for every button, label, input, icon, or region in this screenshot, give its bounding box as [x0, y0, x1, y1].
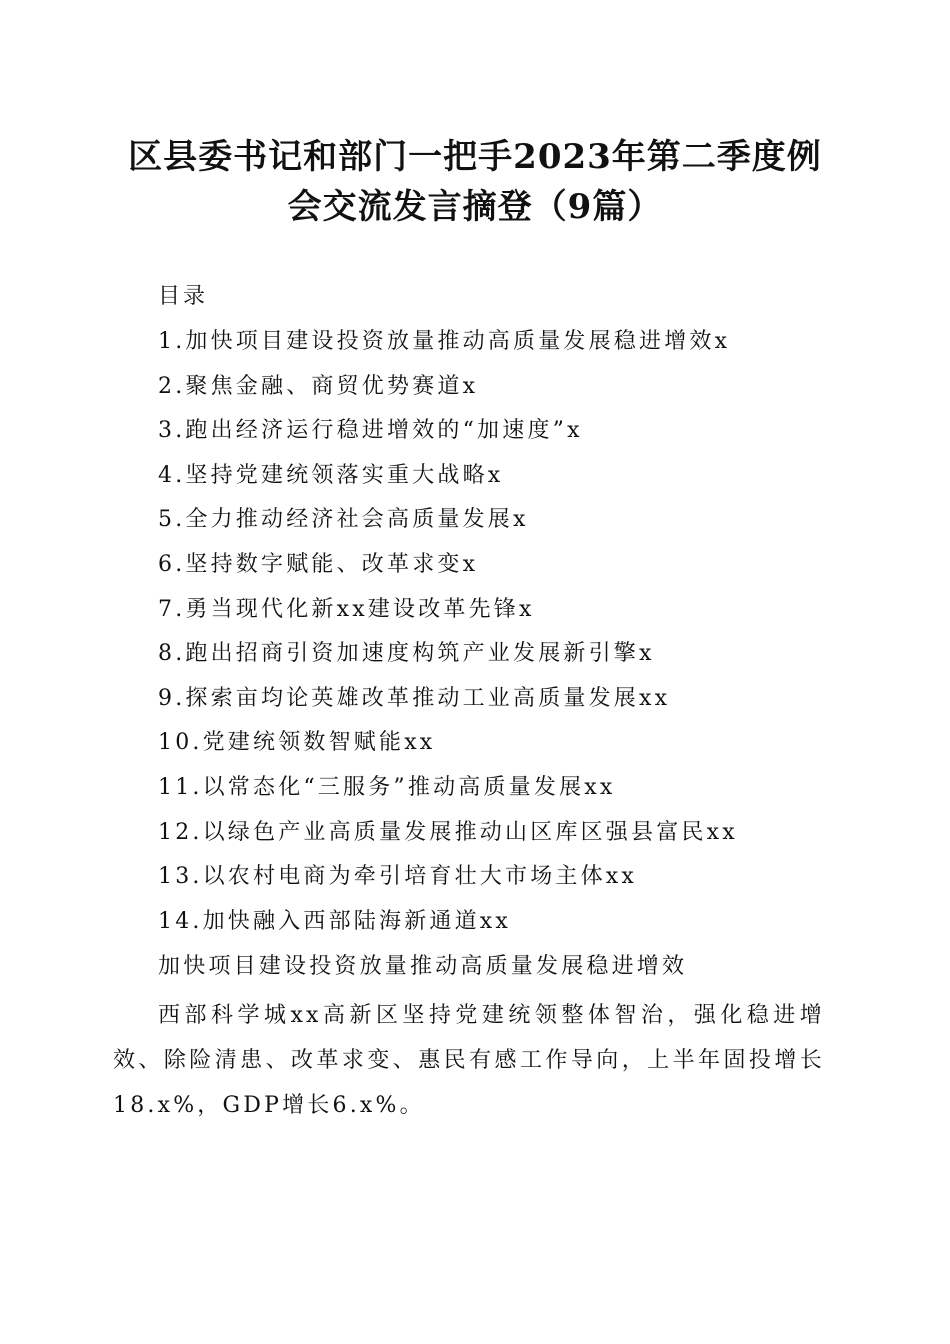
toc-item: 1.加快项目建设投资放量推动高质量发展稳进增效x: [158, 329, 731, 354]
toc-item: 8.跑出招商引资加速度构筑产业发展新引擎x: [158, 641, 655, 667]
body-paragraph: 西部科学城xx高新区坚持党建统领整体智治，强化稳进增效、除险清患、改革求变、惠民有感工作导向，上半年固投增长18.x%，GDP增长6.x%。: [113, 1003, 825, 1118]
document-title-line-2: 会交流发言摘登（9篇）: [287, 187, 663, 227]
toc-item: 2.聚焦金融、商贸优势赛道x: [158, 373, 479, 399]
table-of-contents: [158, 325, 738, 949]
toc-item: 7.勇当现代化新xx建设改革先锋x: [158, 596, 535, 622]
toc-item: 12.以绿色产业高质量发展推动山区库区强县富民xx: [158, 819, 738, 845]
document-title: [110, 132, 840, 232]
toc-item: 13.以农村电商为牵引培育壮大市场主体xx: [158, 864, 638, 890]
document-title-line-1: 区县委书记和部门一把手2023年第二季度例: [128, 137, 822, 177]
toc-item: 5.全力推动经济社会高质量发展x: [158, 507, 529, 533]
toc-label: 目录: [158, 284, 209, 309]
toc-item: 6.坚持数字赋能、改革求变x: [158, 551, 479, 577]
toc-item: 4.坚持党建统领落实重大战略x: [158, 462, 504, 488]
toc-item: 9.探索亩均论英雄改革推动工业高质量发展xx: [158, 685, 671, 711]
toc-item: 14.加快融入西部陆海新通道xx: [158, 908, 512, 934]
section-heading: 加快项目建设投资放量推动高质量发展稳进增效: [158, 954, 688, 979]
toc-item: 3.跑出经济运行稳进增效的“加速度”x: [158, 418, 583, 444]
toc-item: 10.党建统领数智赋能xx: [158, 730, 436, 756]
toc-item: 11.以常态化“三服务”推动高质量发展xx: [158, 774, 616, 800]
